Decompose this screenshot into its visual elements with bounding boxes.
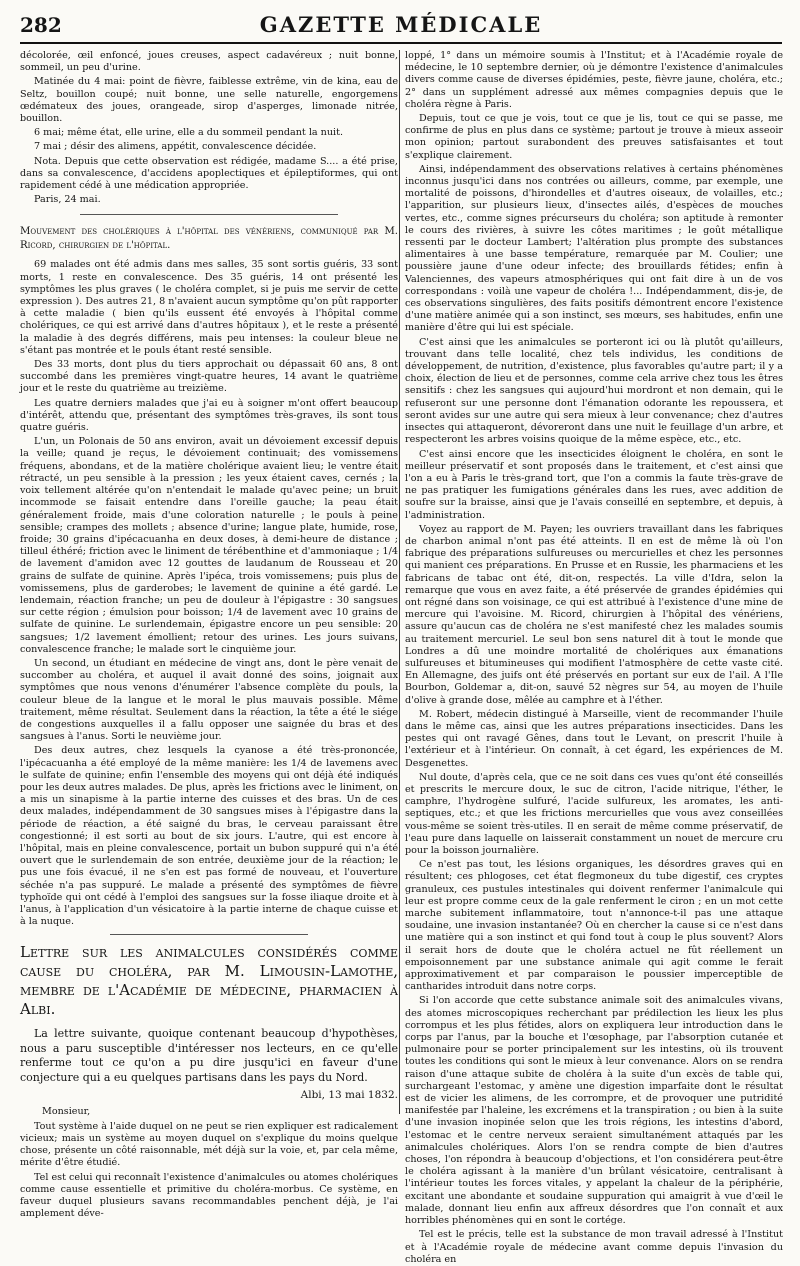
left-column: [20, 50, 398, 1220]
page-header: [20, 12, 782, 42]
paragraph: Nul doute, d'après cela, que ce ne soit dans ces vues qu'ont été conseillés et prescrits le mercure doux, le suc de citron, l'acide nitrique, l'éther, le camphre, l'hydrogène sulfuré, l'acide sulfureux, les aromates, les anti-septiques, etc.; et que les frictions mercurielles que vous avez conseillées vous-même se soient très-utiles. Il en serait de même comme préservatif, de l'eau pure dans laquelle on laisserait constamment un nouet de mercure cru pour la boisson journalière.: [405, 771, 783, 856]
right-column: [405, 50, 783, 1265]
page-number: 282: [20, 13, 62, 37]
paragraph: Un second, un étudiant en médecine de vingt ans, dont le père venait de succomber au choléra, et auquel il avait donné des soins, joignait aux symptômes que nous venons d'énumérer l'absence complète du pouls, la couleur bleue de la langue et le moral le plus mauvais possible. Même traitement, même résultat. Seulement dans la réaction, la tête a été le siége de congestions auxquelles il a fallu opposer une saignée du bras et des sangsues à l'anus. Sorti le neuvième jour.: [20, 657, 398, 743]
paragraph: Ce n'est pas tout, les lésions organiques, les désordres graves qui en résultent; ces phlogoses, cet état flegmoneux du tube digestif, ces cryptes granuleux, ces pustules intestinales qui doivent renfermer l'animalcule qui leur est propre comme ceux de la gale renferment le ciron ; en un mot cette marche subitement inflammatoire, tout n'annonce-t-il pas une attaque soudaine, une invasion instantanée? Où en chercher la cause si ce n'est dans une matière qui a son instinct et qui fond tout à coup le plus souvent? Alors il serait hors de doute que le choléra actuel ne fût réellement un empoisonnement par une substance animale qui agit comme le ferait approximativement et par comparaison le poussier imperceptible de cantharides introduit dans notre corps.: [405, 859, 783, 993]
letter-date: Albi, 13 mai 1832.: [300, 1089, 398, 1102]
paragraph: Voyez au rapport de M. Payen; les ouvriers travaillant dans les fabriques de charbon animal n'ont pas été atteints. Il en est de même là où l'on fabrique des préparations sulfureuses ou mercurielles et chez les personnes qui manient ces préparations. En Prusse et en Russie, les pharmaciens et les fabricans de tabac ont été, dit-on, respectés. La ville d'Idra, selon la remarque que vous en avez faite, a été préservée de grandes épidémies qui ont régné dans son voisinage, ce qui est attribué à l'existence d'une mine de mercure qui l'avoisine. M. Ricord, chirurgien à l'hôpital des vénériens, assure qu'aucun cas de choléra ne s'est manifesté chez les malades soumis au traitement mercuriel. Le seul bon sens naturel dit à tout le monde que Londres a dû une moindre mortalité de cholériques aux émanations sulfureuses et bitumineuses qui modifient l'atmosphère de cette vaste cité. En Allemagne, des juifs ont été préservés en portant sur eux de l'ail. A l'Ile Bourbon, Goldemar a, dit-on, sauvé 52 nègres sur 54, au moyen de l'huile d'olive à grande dose, mêlée au camphre et à l'éther.: [405, 523, 783, 706]
section-rule: [110, 934, 308, 935]
paragraph: Des 33 morts, dont plus du tiers approchait ou dépassait 60 ans, 8 ont succombé dans les premières vingt-quatre heures, 14 avant le quatrième jour et le reste du quatrième au treizième.: [20, 359, 398, 395]
paragraph: Matinée du 4 mai: point de fièvre, faiblesse extrême, vin de kina, eau de Seltz, bouillon coupé; nuit bonne, une selle naturelle, engorgemens œdémateux des joues, orangeade, sirop d'asperges, limonade nitrée, bouillon.: [20, 76, 398, 125]
paragraph: L'un, un Polonais de 50 ans environ, avait un dévoiement excessif depuis la veille; quand je reçus, le dévoiement continuait; des vomissemens fréquens, abondans, et de la matière cholérique avaient lieu; le ventre était rétracté, un peu sensible à la pression ; les yeux étaient caves, cernés ; la voix tellement altérée qu'on n'entendait le malade qu'avec peine; un bruit incommode se faisait entendre dans l'oreille gauche; la peau était généralement froide, mais d'une coloration naturelle ; le pouls à peine sensible; crampes des mollets ; absence d'urine; langue plate, humide, rose, froide; 30 grains d'ipécacuanha en deux doses, à demi-heure de distance ; tilleul éthéré; friction avec le liniment de térébenthine et d'ammoniaque ; 1/4 de lavement d'amidon avec 12 gouttes de laudanum de Rousseau et 20 grains de sulfate de quinine. Après l'ipéca, trois vomissemens; puis plus de vomissemens, plus de garderobes; le lavement de quinine a été gardé. Le lendemain, réaction franche; un peu de douleur à l'épigastre : 30 sangsues sur cette région ; émulsion pour boisson; 1/4 de lavement avec 10 grains de sulfate de quinine. Le surlendemain, épigastre encore un peu sensible: 20 sangsues; 1/2 lavement émollient; retour des urines. Les jours suivans, convalescence franche; le malade sort le cinquième jour.: [20, 436, 398, 655]
paragraph: Tel est celui qui reconnaît l'existence d'animalcules ou atomes cholériques comme cause essentielle et primitive du choléra-morbus. Ce système, en faveur duquel plusieurs savans recommandables penchent déjà, je l'ai amplement déve-: [20, 1171, 398, 1220]
masthead-title: GAZETTE MÉDICALE: [259, 12, 543, 37]
header-rule: [20, 42, 782, 44]
paragraph: Des deux autres, chez lesquels la cyanose a été très-prononcée, l'ipécacuanha a été employé de la même manière: les 1/4 de lavemens avec le sulfate de quinine; enfin l'ensemble des moyens qui ont déjà été indiqués pour les deux autres malades. De plus, après les frictions avec le liniment, on a mis un sinapisme à la partie interne des cuisses et des bras. Un de ces deux malades, indépendamment de 30 sangsues mises à l'épigastre dans la période de réaction, a été saigné du bras, le cerveau paraissant être congestionné; il est sorti au bout de six jours. L'autre, qui est encore à l'hôpital, mais en pleine convalescence, portait un bubon suppuré qui n'a été ouvert que le surlendemain de son entrée, deuxième jour de la réaction; le pus une fois évacué, il ne s'en est pas formé de nouveau, et l'ouverture séchée n'a pas suppuré. Le malade a présenté des symptômes de fièvre typhoïde qui ont cédé à l'emploi des sangsues sur la fosse iliaque droite et à l'anus, à l'application d'un vésicatoire à la partie interne de chaque cuisse et à la nuque.: [20, 745, 398, 928]
paragraph: 7 mai ; désir des alimens, appétit, convalescence décidée.: [34, 141, 317, 153]
paragraph: 6 mai; même état, elle urine, elle a du sommeil pendant la nuit.: [34, 127, 344, 139]
paragraph: Les quatre derniers malades que j'ai eu à soigner m'ont offert beaucoup d'intérêt, attendu que, présentant des symptômes très-graves, ils sont tous quatre guéris.: [20, 397, 398, 434]
paragraph: Nota. Depuis que cette observation est rédigée, madame S.... a été prise, dans sa convalescence, d'accidens apoplectiques et épileptiformes, qui ont rapidement cédé à une médication appropriée.: [20, 155, 398, 192]
paragraph: loppé, 1° dans un mémoire soumis à l'Institut; et à l'Académie royale de médecine, le 10 septembre dernier, où je démontre l'existence d'animalcules divers comme cause de diverses épidémies, peste, fièvre jaune, choléra, etc.; 2° dans un supplément adressé aux mêmes compagnies depuis que le choléra règne à Paris.: [405, 50, 783, 110]
paragraph: Ainsi, indépendamment des observations relatives à certains phénomènes inconnus jusqu'ici dans nos contrées ou ailleurs, comme, par exemple, une mortalité de poissons, d'hirondelles et d'autres oiseaux, de volailles, etc.; l'apparition, sur plusieurs lieux, d'insectes ailés, d'espèces de mouches vertes, etc., comme signes précurseurs du choléra; son aptitude à remonter le cours des rivières, à suivre les côtes maritimes ; le goût métallique ressenti par le docteur Lambert; l'altération plus prompte des substances alimentaires à une basse température, remarquée par M. Coulier; une poussière jaune d'une odeur infecte; des brouillards fétides; enfin à Valenciennes, des vapeurs atmosphériques qui ont fait dire à un de vos correspondans : voilà une vapeur de choléra !... Indépendamment, dis-je, de ces observations singulières, des faits positifs démontrent encore l'existence d'une matière animée qui a son instinct, ses mœurs, ses habitudes, enfin une manière d'être qui lui est spéciale.: [405, 163, 783, 334]
paragraph: M. Robert, médecin distingué à Marseille, vient de recommander l'huile dans le même cas, ainsi que les autres préparations insecticides. Dans les pestes qui ont ravagé Gênes, dans tout le Levant, on prescrit l'huile à l'extérieur et à l'intérieur. On connaît, à cet égard, les expériences de M. Desgenettes.: [405, 708, 783, 769]
paragraph: décolorée, œil enfoncé, joues creuses, aspect cadavéreux ; nuit bonne, sommeil, un peu d'urine.: [20, 50, 398, 74]
article-headline: Lettre sur les animalcules considérés comme cause du choléra, par M. Limousin-Lamothe, membre de l'Académie de médecine, pharmacien à Albi.: [20, 943, 398, 1019]
paragraph: Si l'on accorde que cette substance animale soit des animalcules vivans, des atomes microscopiques recherchant par prédilection les lieux les plus corrompus et les plus fétides, alors on expliquera leur introduction dans le corps par l'anus, par la bouche et l'œsophage, par l'absorption cutanée et pulmonaire pour se porter principalement sur les intestins, où ils trouvent toutes les conditions qui sont le mieux à leur convenance. Alors on se rendra raison d'une attaque subite de choléra à la suite d'un excès de table qui, surchargeant l'estomac, y amène une digestion imparfaite dont le résultat est de vicier les alimens, de les corrompre, et de provoquer une putridité manifestée par l'haleine, les excrémens et la transpiration ; ou bien à la suite d'une invasion inopinée selon que les trois régions, les intestins d'abord, l'estomac et le centre nerveux seraient simultanément attaqués par les animalcules cholériques. Alors l'on se rendra compte de bien d'autres choses, l'on répondra à beaucoup d'objections, et l'on considérera peut-être le choléra agissant à la manière d'un brûlant vésicatoire, centralisant à l'intérieur toutes les forces vitales, y appelant la chaleur de la périphérie, excitant une abondante et soudaine suppuration qui amaigrit à vue d'œil le malade, donnant lieu enfin aux affreux désordres que l'on connaît et aux horribles phénomènes qui en sont le cortége.: [405, 995, 783, 1227]
paragraph: Tout système à l'aide duquel on ne peut se rien expliquer est radicalement vicieux; mais un système au moyen duquel on s'explique du moins quelque chose, présente un côté raisonnable, mét déjà sur la voie, et, par cela même, mérite d'être étudié.: [20, 1120, 398, 1169]
column-divider: [399, 50, 400, 1114]
article-headline: Mouvement des cholériques à l'hôpital des vénériens, communiqué par M. Ricord, chirurgien de l'hôpital.: [20, 226, 398, 252]
paragraph: C'est ainsi encore que les insecticides éloignent le choléra, en sont le meilleur préservatif et sont proposés dans le traitement, et c'est ainsi que l'on a eu à Paris le très-grand tort, que l'on a commis la faute très-grave de ne pas pratiquer les fumigations générales dans les rues, avec addition de soufre sur la braisse, ainsi que je l'avais conseillé en septembre, et depuis, à l'administration.: [405, 448, 783, 521]
paragraph: C'est ainsi que les animalcules se porteront ici ou là plutôt qu'ailleurs, trouvant dans telle localité, chez tels individus, les conditions de développement, de nutrition, d'existence, plus favorables qu'autre part; il y a choix, élection de lieu et de personnes, comme cela arrive chez tous les êtres sensitifs : chez les sangsues qui aujourd'hui mordront et non demain, qui le refuseront sur une personne dont l'émanation odorante les repoussera, et seront avides sur une autre qui sera mieux à leur convenance; chez d'autres insectes qui attaqueront, dévoreront dans une nuit le feuillage d'un arbre, et respecteront les arbres voisins quoique de la même espèce, etc., etc.: [405, 336, 783, 446]
paragraph: 69 malades ont été admis dans mes salles, 35 sont sortis guéris, 33 sont morts, 1 reste en convalescence. Des 35 guéris, 14 ont présenté les symptômes les plus graves ( le choléra complet, si je puis me servir de cette expression ). Des autres 21, 8 n'avaient aucun symptôme qu'on pût rapporter à cette maladie ( bien qu'ils eussent été envoyés à l'hôpital comme cholériques, ce qui est arrivé dans d'autres hôpitaux ), et le reste a présenté la maladie à des degrés différens, mais peu intenses: la couleur bleue ne s'étant pas montrée et le pouls étant resté sensible.: [20, 259, 398, 356]
paragraph: Tel est le précis, telle est la substance de mon travail adressé à l'Institut et à l'Académie royale de médecine avant comme depuis l'invasion du choléra en: [405, 1229, 783, 1265]
letter-salutation: Monsieur,: [42, 1105, 91, 1117]
section-rule: [80, 214, 338, 215]
dateline: Paris, 24 mai.: [34, 194, 101, 206]
intro-paragraph: La lettre suivante, quoique contenant beaucoup d'hypothèses, nous a paru susceptible d'intéresser nos lecteurs, en ce qu'elle renferme tout ce qu'on a pu dire jusqu'ici en faveur d'une conjecture qui a eu quelques partisans dans les pays du Nord.: [20, 1027, 398, 1084]
paragraph: Depuis, tout ce que je vois, tout ce que je lis, tout ce qui se passe, me confirme de plus en plus dans ce système; partout je trouve à mieux asseoir mon opinion; partout surabondent des preuves satisfaisantes et tout s'explique clairement.: [405, 113, 783, 161]
